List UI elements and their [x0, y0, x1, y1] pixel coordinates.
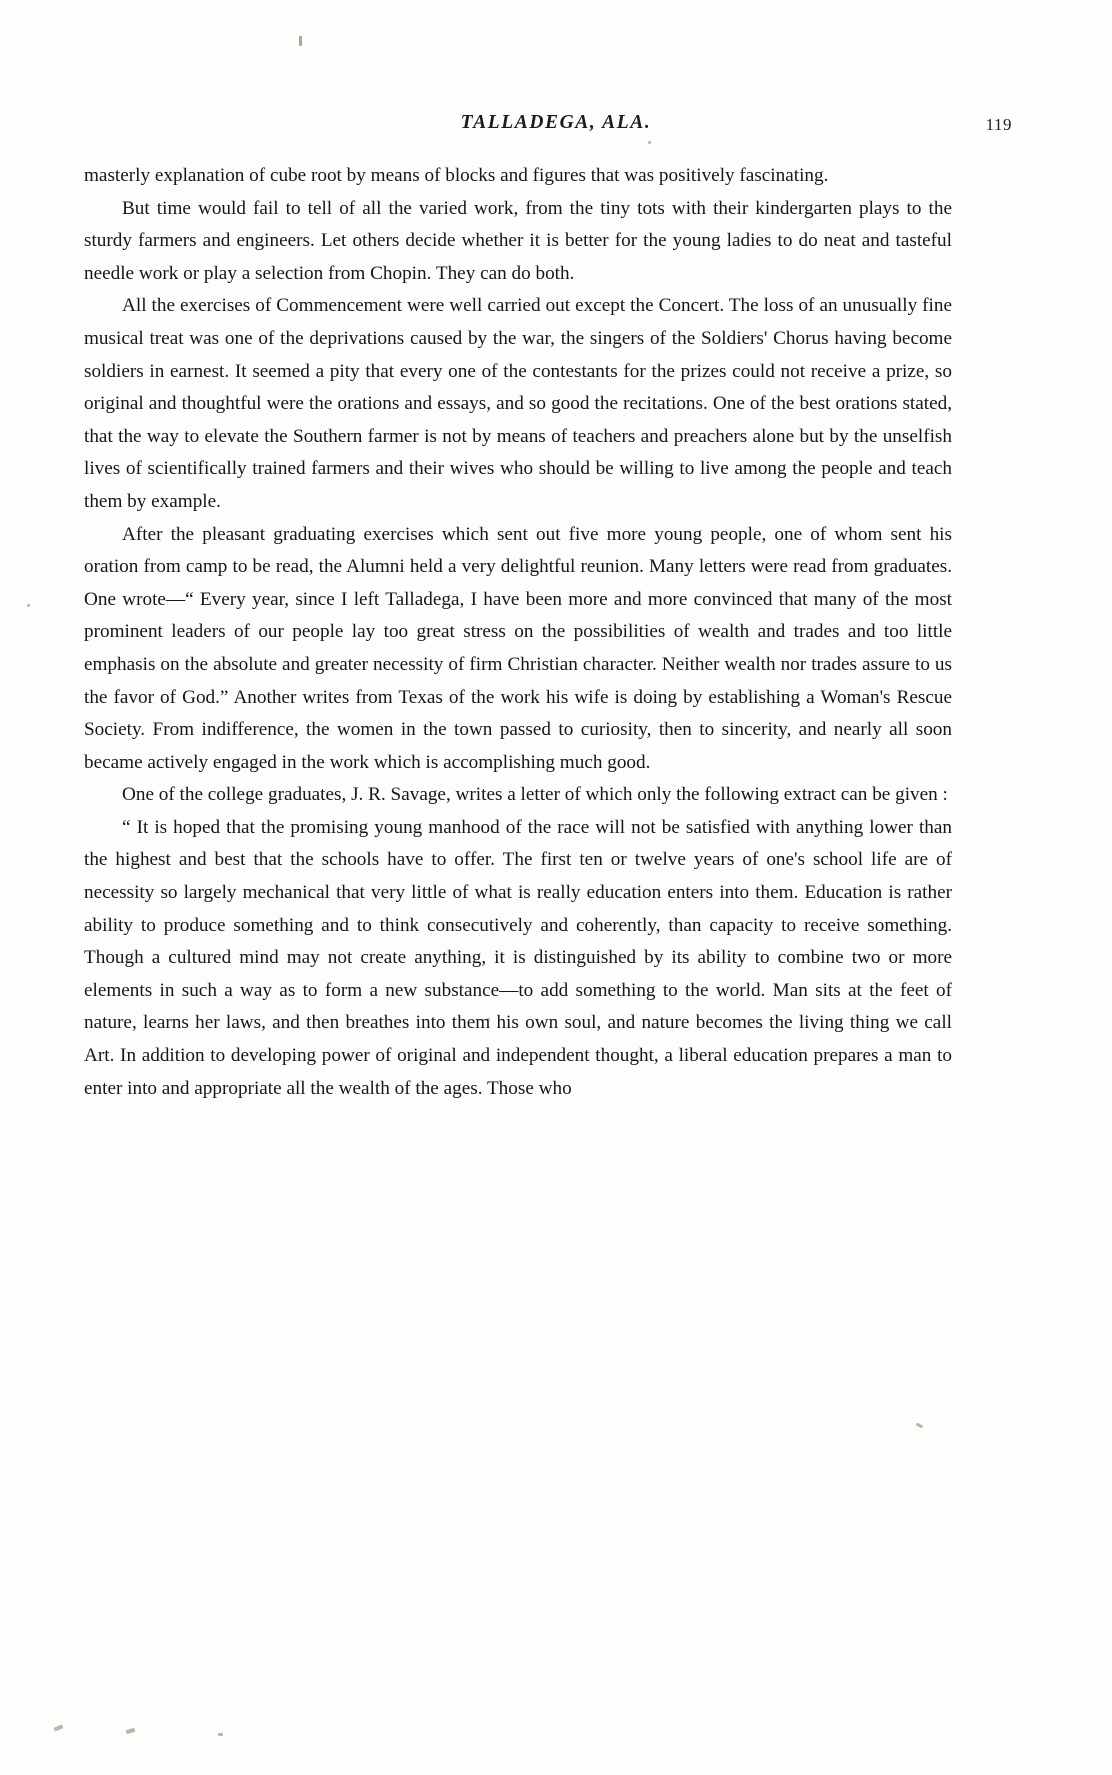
paragraph: All the exercises of Commencement were well carried out except the Concert. The loss of an unusually fine musical treat was one of the deprivations caused by the war, the singers of the Soldiers' Chorus having become soldiers in earnest. It seemed a pity that every one of the contestants for the prizes could not receive a prize, so original and thoughtful were the orations and essays, and so good the recitations. One of the best orations stated, that the way to elevate the Southern farmer is not by means of teachers and preachers alone but by the unselfish lives of scientifically trained farmers and their wives who should be willing to live among the people and teach them by example. [84, 295, 952, 512]
page-header [0, 112, 1112, 142]
page-body [84, 160, 952, 1105]
paragraph: One of the college graduates, J. R. Savage, writes a letter of which only the following extract can be given : [122, 784, 948, 806]
scan-artifact [54, 1724, 64, 1731]
scan-artifact [299, 36, 302, 46]
paragraph: masterly explanation of cube root by means of blocks and figures that was positively fascinating. [84, 165, 829, 186]
page-number: 119 [985, 115, 1012, 134]
scan-artifact [916, 1423, 924, 1429]
scan-artifact [27, 604, 30, 607]
paragraph: “ It is hoped that the promising young manhood of the race will not be satisfied with anything lower than the highest and best that the schools have to offer. The first ten or twelve years of one's school life are of necessity so largely mechanical that very little of what is really education enters into them. Education is rather ability to produce something and to think consecutively and coherently, than capacity to receive something. Though a cultured mind may not create anything, it is distinguished by its ability to combine two or more elements in such a way as to form a new substance—to add something to the world. Man sits at the feet of nature, learns her laws, and then breathes into them his own soul, and nature becomes the living thing we call Art. In addition to developing power of original and independent thought, a liberal education prepares a man to enter into and appropriate all the wealth of the ages. Those who [84, 816, 952, 1099]
paragraph: But time would fail to tell of all the varied work, from the tiny tots with their kindergarten plays to the sturdy farmers and engineers. Let others decide whether it is better for the young ladies to do neat and tasteful needle work or play a selection from Chopin. They can do both. [84, 197, 952, 284]
scan-artifact [126, 1728, 136, 1735]
paragraph: After the pleasant graduating exercises which sent out five more young people, one of whom sent his oration from camp to be read, the Alumni held a very delightful reunion. Many letters were read from graduates. One wrote—“ Every year, since I left Talladega, I have been more and more convinced that many of the most prominent leaders of our people lay too great stress on the possibilities of wealth and trades and too little emphasis on the absolute and greater necessity of firm Christian character. Neither wealth nor trades assure to us the favor of God.” Another writes from Texas of the work his wife is doing by establishing a Woman's Rescue Society. From indifference, the women in the town passed to curiosity, then to sincerity, and nearly all soon became actively engaged in the work which is accomplishing much good. [84, 523, 952, 773]
running-title: TALLADEGA, ALA. [460, 112, 652, 133]
scan-artifact [218, 1733, 223, 1736]
